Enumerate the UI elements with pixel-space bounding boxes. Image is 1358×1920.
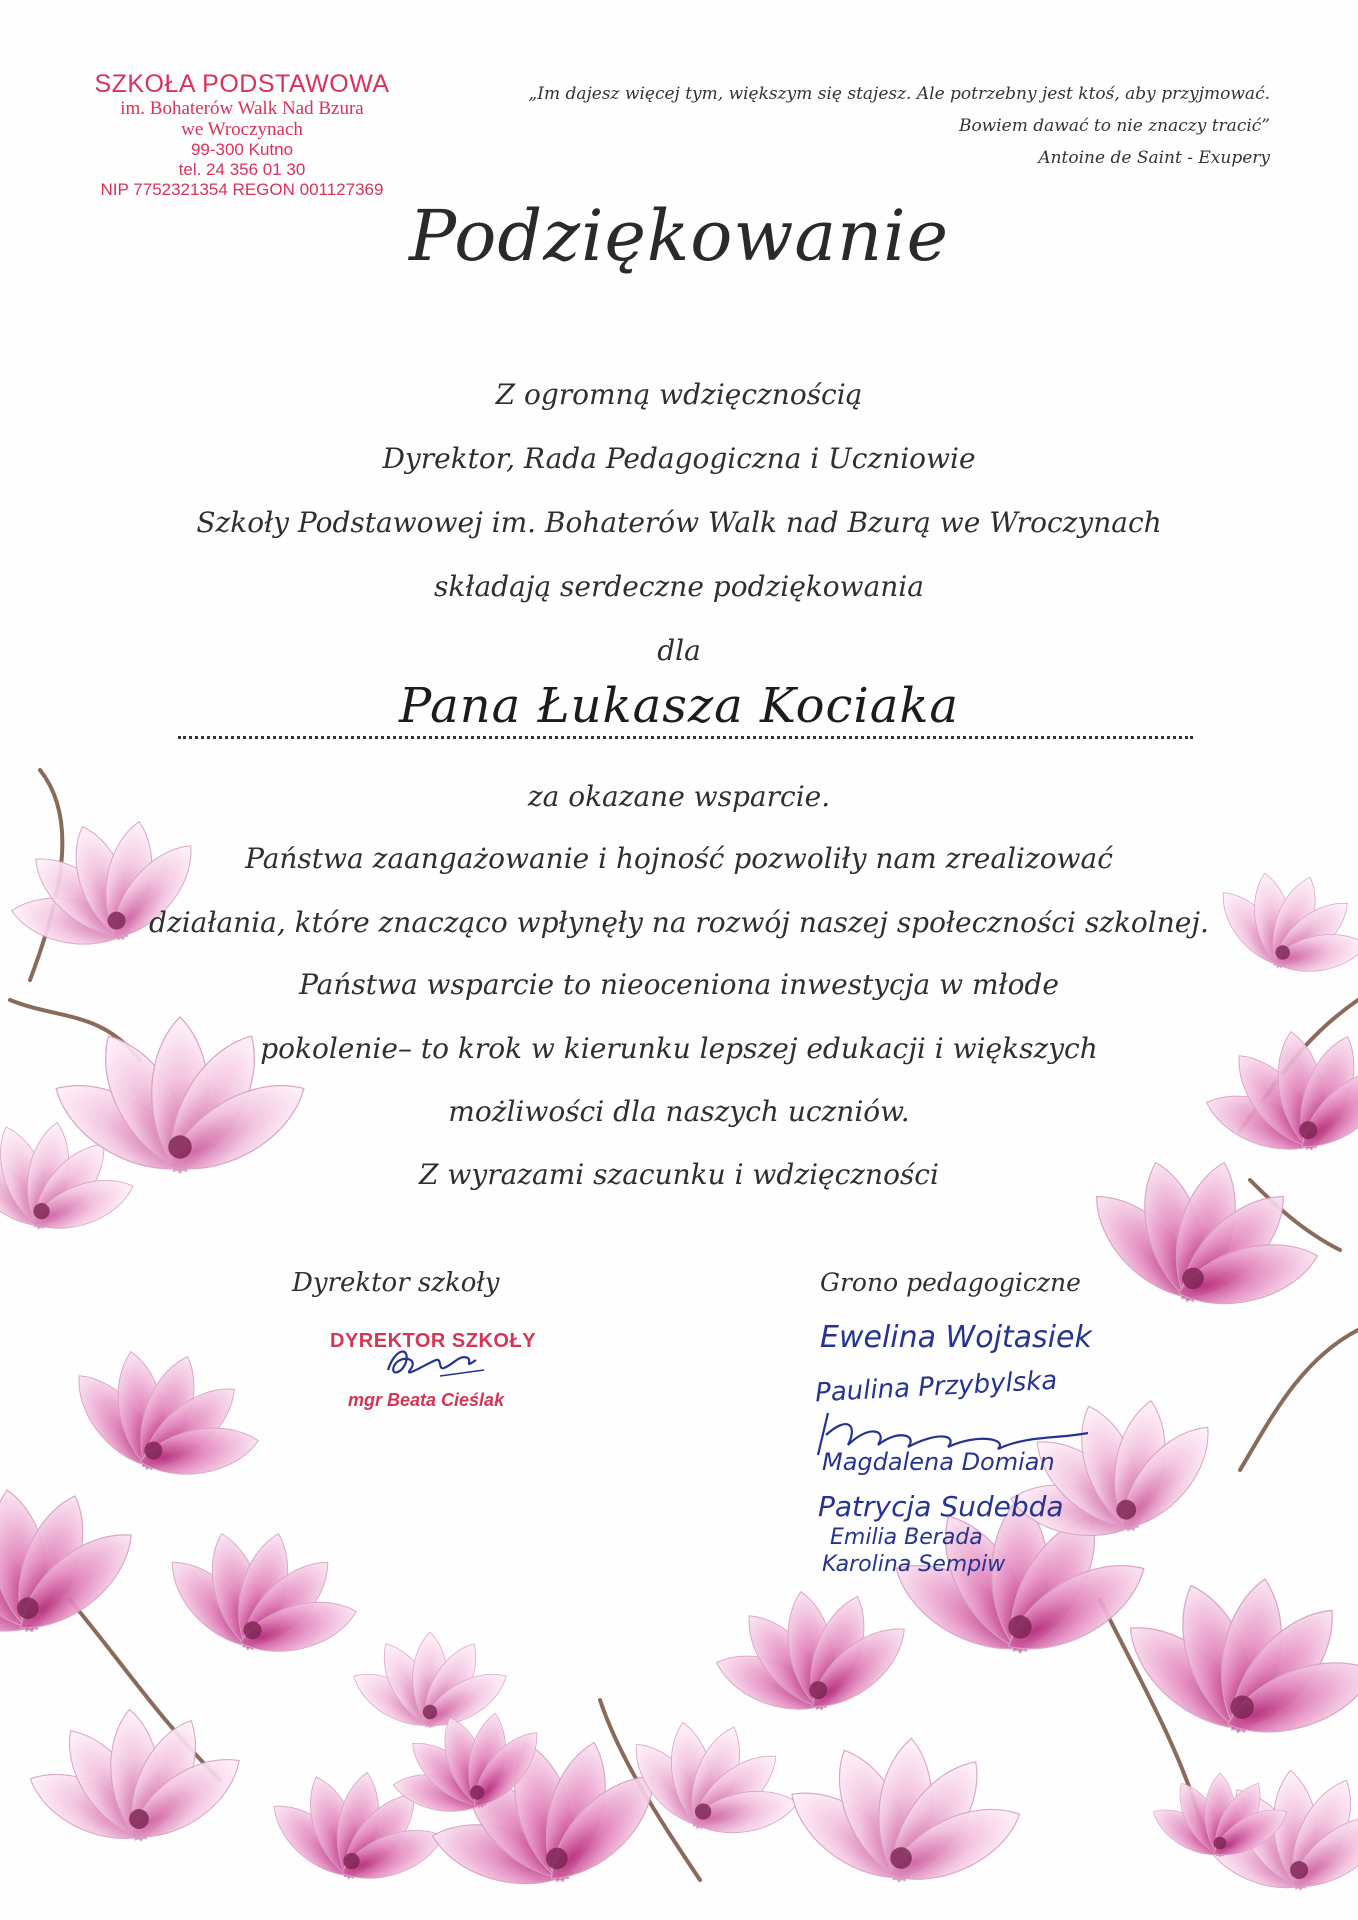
magnolia-flower-5 [141,1506,381,1690]
intro-line-1: Z ogromną wdzięcznością [495,378,863,411]
stamp-school-name: SZKOŁA PODSTAWOWA [94,70,390,98]
director-signature [380,1340,490,1390]
quote-block [510,78,1270,174]
body-line-4: Państwa wsparcie to nieoceniona inwestycja w młode [299,968,1059,1001]
intro-line-3: Szkoły Podstawowej im. Bohaterów Walk nad Bzurą we Wroczynach [196,506,1162,539]
stamp-phone: tel. 24 356 01 30 [178,160,306,179]
staff-signature-3: Magdalena Domian [822,1448,1055,1476]
recipient-name: Pana Łukasza Kociaka [398,678,960,734]
branch-3 [1240,1330,1358,1470]
staff-signature-6: Karolina Sempiw [822,1552,1006,1577]
body-line-1: za okazane wsparcie. [527,780,831,813]
body-line-2: Państwa zaangażowanie i hojność pozwoliły nam zrealizować [245,842,1113,875]
page-title: Podziękowanie [408,195,950,277]
body-line-7: Z wyrazami szacunku i wdzięczności [419,1158,939,1191]
quote-line-1: „Im dajesz więcej tym, większym się stajesz. Ale potrzebny jest ktoś, aby przyjmować. [528,84,1270,104]
magnolia-flower-6 [13,1699,258,1866]
magnolia-flower-12 [771,1727,1039,1909]
body-line-3: działania, które znacząco wpłynęły na rozwój naszej społeczności szkolnej. [149,906,1209,939]
director-stamp-name: mgr Beata Cieślak [348,1390,505,1410]
staff-signature-2: Paulina Przybylska [814,1365,1058,1409]
stamp-town: we Wroczynach [181,119,303,140]
staff-signature-5: Emilia Berada [830,1525,983,1550]
stamp-patron: im. Bohaterów Walk Nad Bzura [120,98,364,119]
intro-line-5: dla [657,634,701,667]
quote-line-2: Bowiem dawać to nie znaczy tracić” [958,116,1270,136]
staff-signature-1: Ewelina Wojtasiek [820,1320,1092,1355]
staff-label: Grono pedagogiczne [820,1268,1081,1297]
body-line-5: pokolenie– to krok w kierunku lepszej edukacji i większych [260,1032,1098,1065]
recipient-dotted-line [178,736,1193,739]
magnolia-flower-4 [0,1468,160,1670]
intro-line-4: składają serdeczne podziękowania [434,570,924,603]
staff-signature-4: Patrycja Sudebda [818,1490,1064,1523]
director-stamp-title: DYREKTOR SZKOŁY [330,1330,537,1352]
quote-author: Antoine de Saint - Exupery [1038,148,1270,168]
magnolia-flower-15 [1099,1555,1358,1774]
magnolia-flower-3 [42,1320,287,1518]
body-line-6: możliwości dla naszych uczniów. [448,1095,910,1128]
intro-line-2: Dyrektor, Rada Pedagogiczna i Uczniowie [382,442,976,475]
director-label: Dyrektor szkoły [292,1268,500,1298]
school-stamp [62,70,422,200]
stamp-postcode: 99-300 Kutno [190,140,294,159]
stamp-nip-regon: NIP 7752321354 REGON 001127369 [100,180,384,199]
magnolia-flower-11 [696,1573,928,1742]
magnolia-flower-0 [0,790,228,988]
